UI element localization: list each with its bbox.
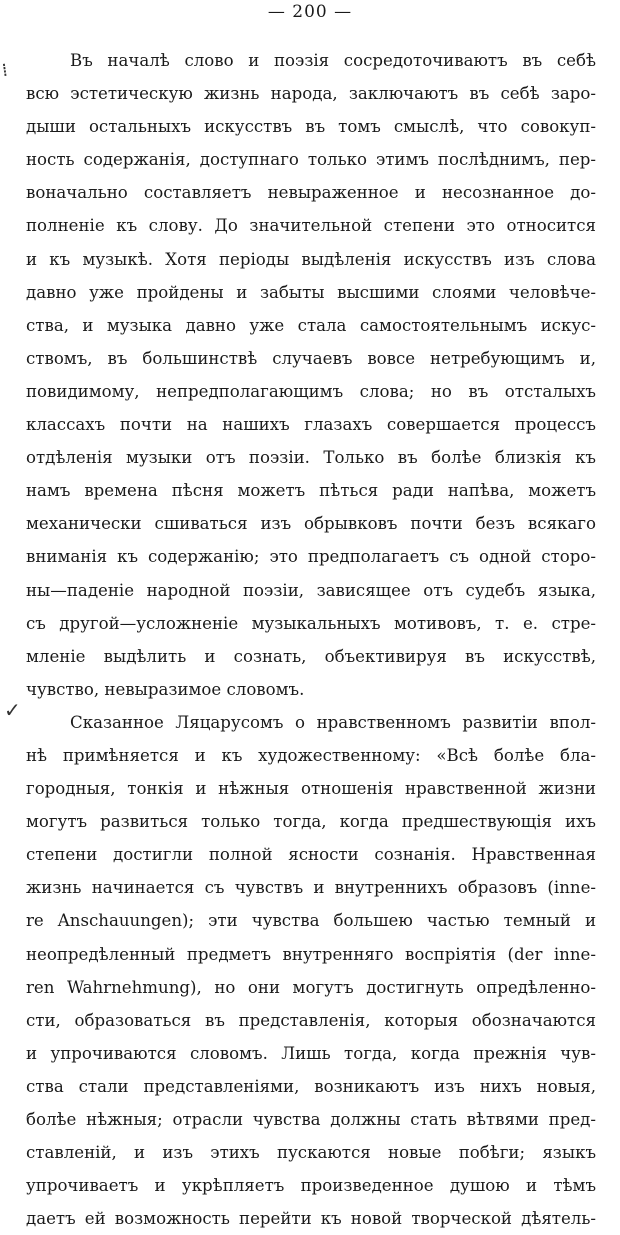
margin-pencil-mark: ⁞ [0, 59, 10, 82]
text-line: намъ времена пѣсня можетъ пѣться ради напѣва, можетъ [26, 481, 596, 501]
text-line: всю эстетическую жизнь народа, заключаютъ въ себѣ заро- [26, 84, 596, 104]
text-line: повидимому, непредполагающимъ слова; но въ отсталыхъ [26, 381, 596, 401]
text-line: ства, и музыка давно уже стала самостоятельнымъ искус- [26, 315, 596, 335]
text-line: re Anschauungen); эти чувства большею частью темный и [26, 911, 596, 931]
text-line: упрочиваетъ и укрѣпляетъ произведенное душою и тѣмъ [26, 1176, 596, 1196]
text-line: ны—паденіе народной поэзіи, зависящее отъ судебъ языка, [26, 580, 596, 600]
text-line: ства стали представленіями, возникаютъ изъ нихъ новыя, [26, 1076, 596, 1096]
text-line: болѣе нѣжныя; отрасли чувства должны стать вѣтвями пред- [26, 1110, 596, 1129]
text-line: могутъ развиться только тогда, когда предшествующія ихъ [26, 812, 596, 832]
text-line: давно уже пройдены и забыты высшими слоями человѣче- [26, 282, 596, 302]
text-line: неопредѣленный предметъ внутренняго воспріятія (der inne- [26, 944, 596, 964]
text-line: дыши остальныхъ искусствъ въ томъ смыслѣ, что совокуп- [26, 117, 596, 137]
text-line: сти, образоваться въ представленія, которыя обозначаются [26, 1010, 596, 1030]
text-line: мленіе выдѣлить и сознать, объективируя въ искусствѣ, [26, 646, 596, 666]
text-line: воначально составляетъ невыраженное и несознанное до- [26, 183, 596, 203]
text-line: Въ началѣ слово и поэзія сосредоточиваютъ въ себѣ [70, 51, 596, 70]
body-text [26, 44, 596, 1235]
text-line: механически сшиваться изъ обрывковъ почти безъ всякаго [26, 514, 596, 534]
text-line: съ другой—усложненіе музыкальныхъ мотивовъ, т. е. стре- [26, 613, 596, 633]
page-number: — 200 — [267, 2, 353, 22]
text-line: и къ музыкѣ. Хотя періоды выдѣленія искусствъ изъ слова [26, 249, 596, 269]
margin-check-mark: ✓ [4, 698, 21, 722]
text-line: жизнь начинается съ чувствъ и внутреннихъ образовъ (inne- [26, 878, 596, 898]
text-line: чувство, невыразимое словомъ. [26, 679, 305, 699]
text-line: ставленій, и изъ этихъ пускаются новые побѣги; языкъ [26, 1143, 596, 1163]
text-line: и упрочиваются словомъ. Лишь тогда, когда прежнія чув- [26, 1043, 596, 1063]
text-line: Сказанное Ляцарусомъ о нравственномъ развитіи впол- [70, 712, 596, 732]
text-line: даетъ ей возможность перейти къ новой творческой дѣятель- [26, 1209, 596, 1229]
text-line: ствомъ, въ большинствѣ случаевъ вовсе нетребующимъ и, [26, 348, 596, 368]
text-line: степени достигли полной ясности сознанія. Нравственная [26, 845, 596, 865]
text-line: нѣ примѣняется и къ художественному: «Всѣ болѣе бла- [26, 745, 596, 765]
text-line: ren Wahrnehmung), но они могутъ достигнуть опредѣленно- [26, 977, 596, 997]
text-line: классахъ почти на нашихъ глазахъ совершается процессъ [26, 415, 596, 435]
text-line: вниманія къ содержанію; это предполагаетъ съ одной сторо- [26, 547, 596, 567]
text-line: ность содержанія, доступнаго только этимъ послѣднимъ, пер- [26, 150, 596, 170]
text-line: отдѣленія музыки отъ поэзіи. Только въ болѣе близкія къ [26, 448, 596, 468]
text-line: городныя, тонкія и нѣжныя отношенія нравственной жизни [26, 779, 596, 799]
text-line: полненіе къ слову. До значительной степени это относится [26, 216, 596, 236]
